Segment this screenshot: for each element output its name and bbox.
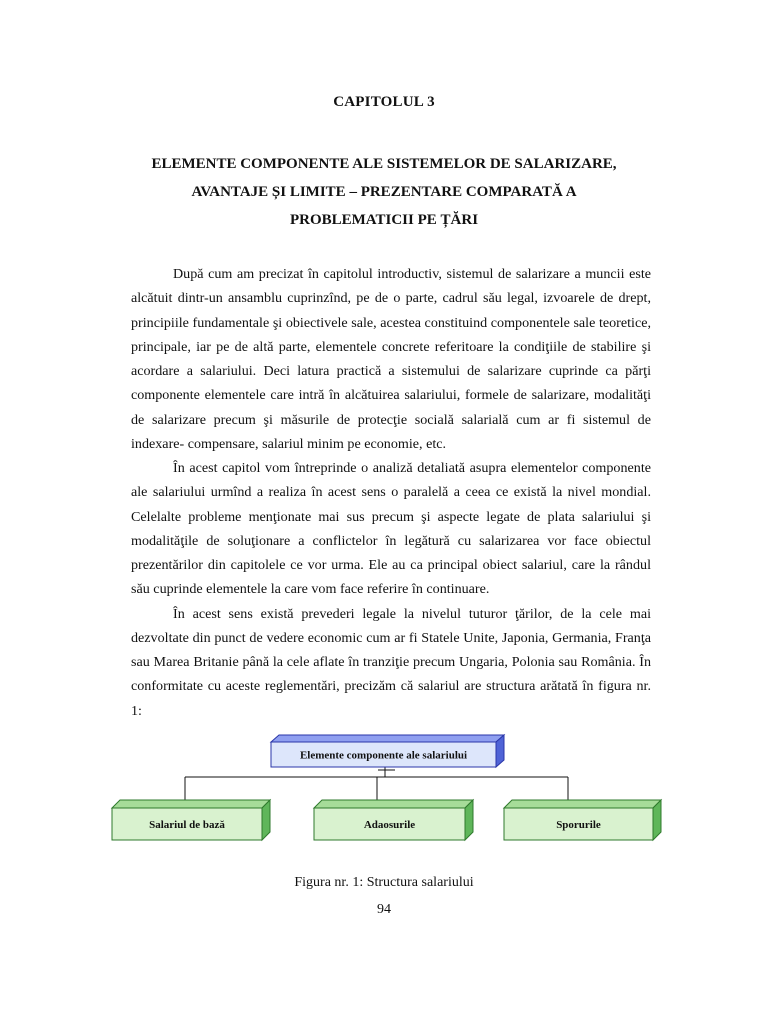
paragraph: În acest capitol vom întreprinde o analiză detaliată asupra elementelor componente ale salariului urmînd a realiza în acest sens o paralelă a ceea ce există la nivel mondial. Celelalte probleme menţionate mai sus precum şi aspecte legate de plata salariului şi modalităţile de soluţionare a conflictelor în legătură cu salarizarea vor face obiectul prezentărilor din capitolele ce vor urma. Ele au ca principal obiect salariul, care la rândul său cuprinde elementele la care vom face referire în continuare. [131,460,651,598]
root-box [271,735,504,767]
child-box-adaosurile [314,800,473,840]
title-line: PROBLEMATICII PE ȚĂRI [289,212,479,228]
child-box-label: Salariul de bază [149,819,225,831]
paragraph: După cum am precizat în capitolul introductiv, sistemul de salarizare a muncii este alcătuit dintr-un ansamblu cuprinzînd, pe de o parte, cadrul său legal, izvoarele de drept, principiile fundamentale şi obiectivele sale, acestea constituind componentele sale teoretice, principale, iar pe de altă parte, elementele concrete referitoare la condiţiile de stabilire şi acordare a salariului. Deci latura practică a sistemului de salarizare cuprinde ca părţi componente elementele care intră în alcătuirea salariului, formele de salarizare, modalităţi de salarizare precum şi măsurile de protecţie socială salarială cum ar fi sistemul de indexare- compensare, salariul minim pe economie, etc. [131,266,651,452]
chapter-heading: CAPITOLUL 3 [333,94,435,110]
figure-caption: Figura nr. 1: Structura salariului [294,875,474,890]
title-line: AVANTAJE ȘI LIMITE – PREZENTARE COMPARATĂ A [191,184,577,200]
root-box-top [271,735,504,742]
root-box-label: Elemente componente ale salariului [299,749,468,762]
child-box-sporurile [504,800,661,840]
title-line: ELEMENTE COMPONENTE ALE SISTEMELOR DE SALARIZARE, [151,156,617,172]
child-box-label: Adaosurile [363,819,416,831]
child-box-label: Sporurile [556,819,601,831]
child-box-salariul-de-baza [112,800,270,840]
connector-lines [185,766,568,800]
paragraph: În acest sens există prevederi legale la nivelul tuturor ţărilor, de la cele mai dezvoltate din punct de vedere economic cum ar fi Statele Unite, Japonia, Germania, Franţa sau Marea Britanie până la cele aflate în tranziţie precum Ungaria, Polonia sau România. În conformitate cu aceste reglementări, precizăm că salariul are structura arătată în figura nr. 1: [131,605,651,719]
page-number: 94 [377,902,391,917]
